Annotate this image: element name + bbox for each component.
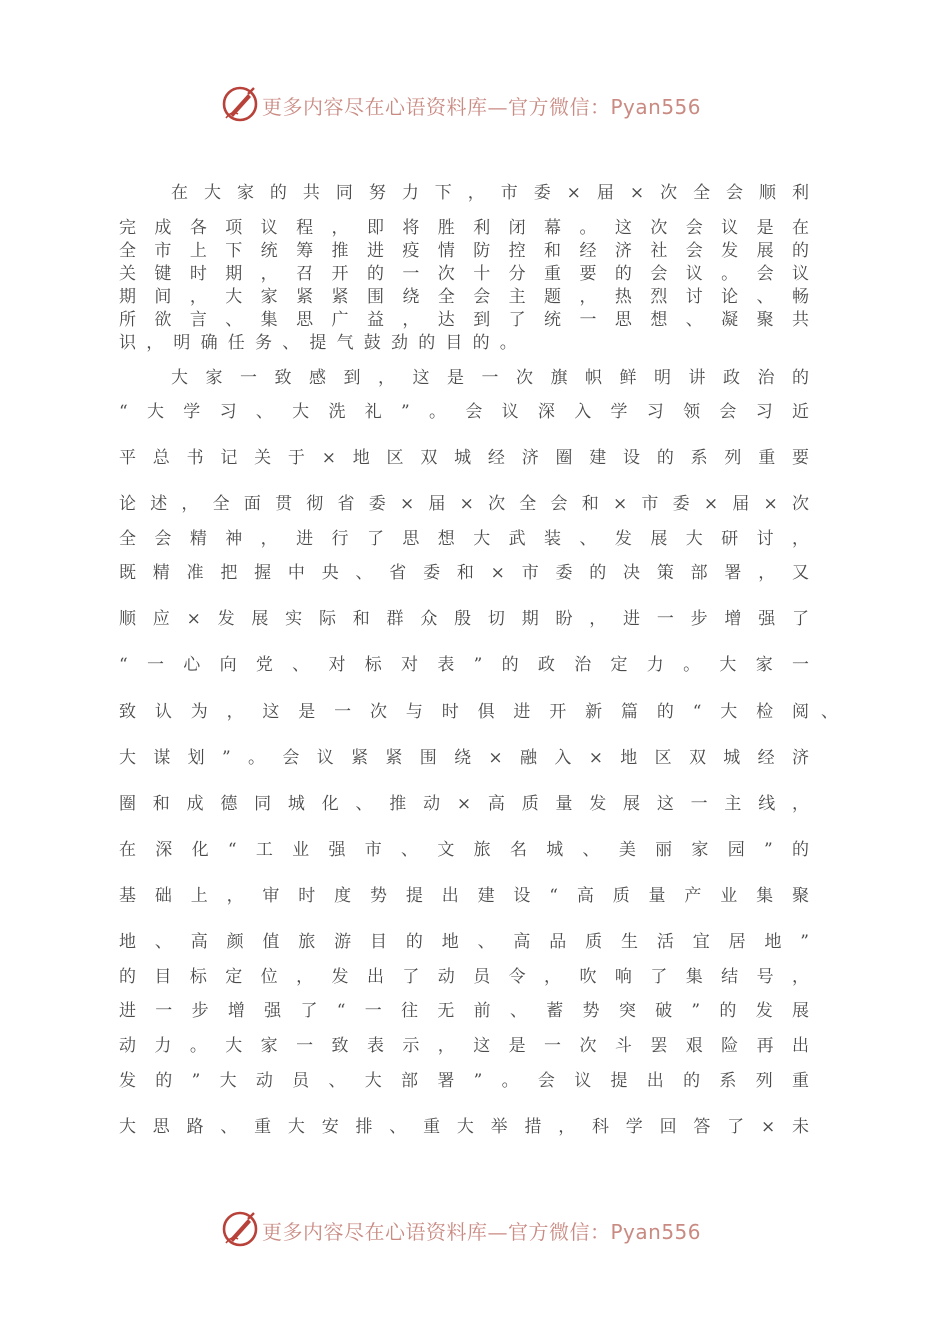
footer-watermark: [0, 1207, 950, 1253]
watermark-text: 更多内容尽在心语资料库—官方微信：Pyan556: [262, 95, 702, 119]
text-line: 进一步增强了“一往无前、蓄势突破”的发展: [119, 1001, 809, 1021]
text-line: 关键时期，召开的一次十分重要的会议。会议: [119, 264, 809, 284]
text-line: 平总书记关于×地区双城经济圈建设的系列重要: [119, 448, 809, 468]
text-line: 大思路、重大安排、重大举措，科学回答了×未: [119, 1117, 809, 1137]
overflow-punctuation: 、: [821, 702, 838, 722]
text-line: 动力。大家一致表示，这是一次斗罢艰险再出: [119, 1036, 809, 1056]
watermark-id: Pyan556: [610, 1220, 702, 1244]
text-line: “大学习、大洗礼”。会议深入学习领会习近: [119, 402, 809, 422]
text-line: 基础上，审时度势提出建设“高质量产业集聚: [119, 886, 809, 906]
text-line: 圈和成德同城化、推动×高质量发展这一主线，: [119, 794, 809, 814]
text-line: 所欲言、集思广益，达到了统一思想、凝聚共: [119, 310, 809, 330]
text-line: 全会精神，进行了思想大武装、发展大研讨，: [119, 529, 809, 549]
text-line: 期间，大家紧紧围绕全会主题，热烈讨论、畅: [119, 287, 809, 307]
text-line: 全市上下统筹推进疫情防控和经济社会发展的: [119, 241, 809, 261]
text-line: [119, 701, 838, 723]
text-line: 大谋划”。会议紧紧围绕×融入×地区双城经济: [119, 748, 809, 768]
text-line: 顺应×发展实际和群众殷切期盼，进一步增强了: [119, 609, 809, 629]
watermark-id: Pyan556: [610, 95, 702, 119]
text-line: 地、高颜值旅游目的地、高品质生活宜居地”: [119, 932, 809, 952]
text-line: 在深化“工业强市、文旅名城、美丽家园”的: [119, 840, 809, 860]
text-line: 论述，全面贯彻省委×届×次全会和×市委×届×次: [119, 494, 809, 514]
text-line: 识，明确任务、提气鼓劲的目的。: [119, 333, 527, 353]
text-line-main: 致认为，这是一次与时俱进开新篇的“大检阅: [119, 702, 809, 722]
text-line: 发的”大动员、大部署”。会议提出的系列重: [119, 1071, 809, 1091]
text-line: 大家一致感到，这是一次旗帜鲜明讲政治的: [171, 368, 809, 388]
text-line: 既精准把握中央、省委和×市委的决策部署，又: [119, 563, 809, 583]
text-line: 在大家的共同努力下，市委×届×次全会顺利: [171, 183, 809, 203]
text-line: 完成各项议程，即将胜利闭幕。这次会议是在: [119, 218, 809, 238]
watermark-text: 更多内容尽在心语资料库—官方微信：Pyan556: [262, 1220, 702, 1244]
text-line: “一心向党、对标对表”的政治定力。大家一: [119, 655, 809, 675]
text-line: 的目标定位，发出了动员令，吹响了集结号，: [119, 967, 809, 987]
pen-logo-icon: [220, 1209, 260, 1249]
